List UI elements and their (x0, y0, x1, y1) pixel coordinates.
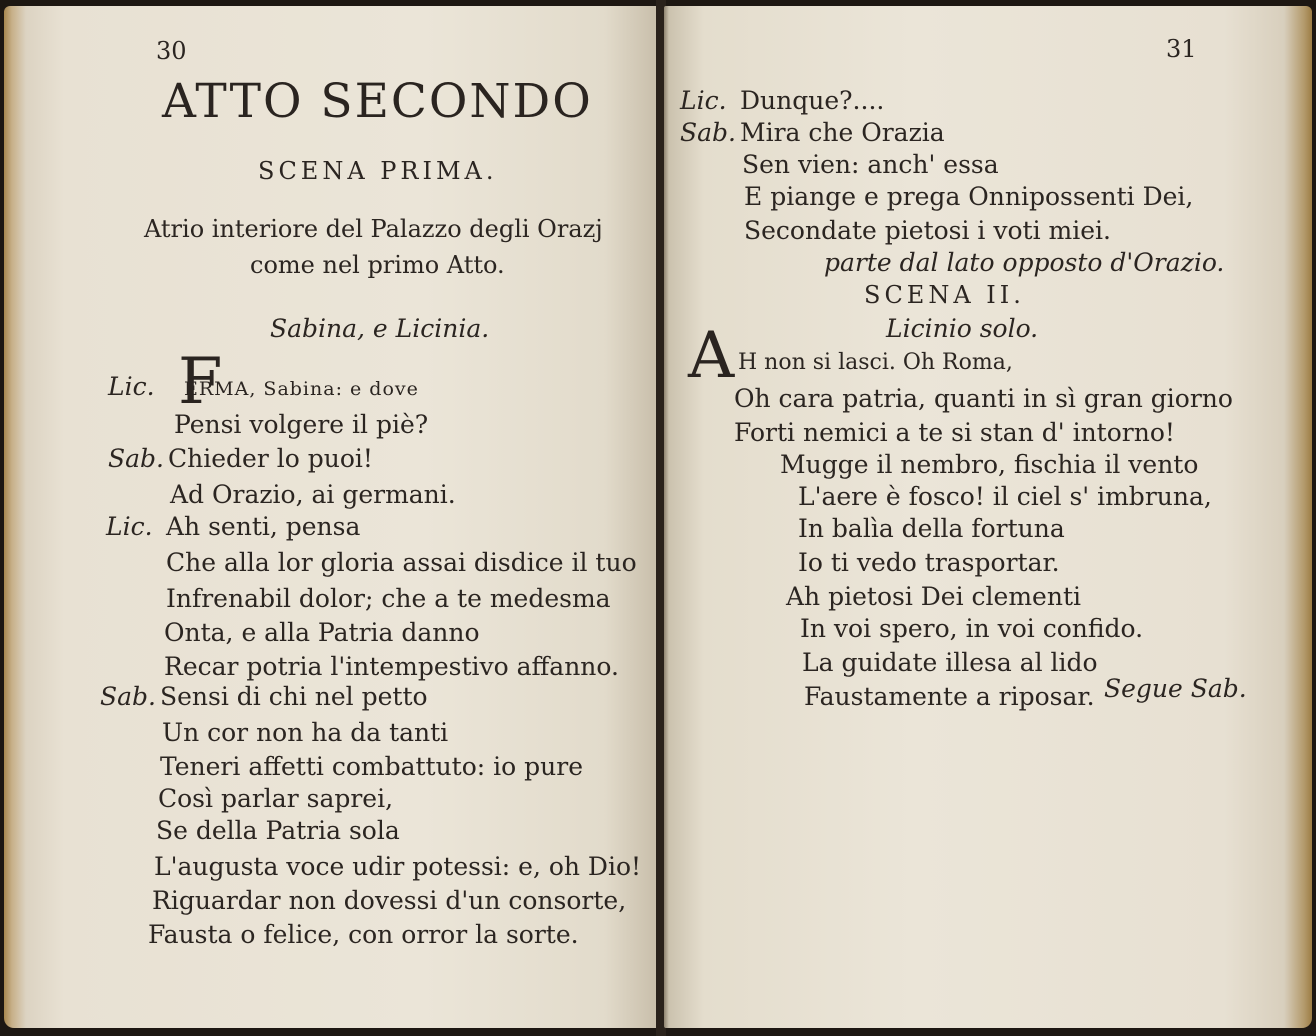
dialogue-line: Oh cara patria, quanti in sì gran giorno (734, 384, 1233, 413)
dialogue-line: Mugge il nembro, fischia il vento (780, 450, 1199, 479)
dialogue-text: Ah senti, pensa (166, 512, 361, 541)
dialogue-line: L'augusta voce udir potessi: e, oh Dio! (154, 852, 642, 881)
exit-direction: Segue Sab. (1104, 674, 1247, 703)
dialogue-line: Teneri affetti combattuto: io pure (160, 752, 583, 781)
speaker-label: Sab. (108, 444, 164, 473)
dialogue-line (100, 682, 428, 712)
dialogue-line: Sen vien: anch' essa (742, 150, 999, 179)
page-number-right: 31 (1166, 35, 1197, 63)
dialogue-line: Forti nemici a te si stan d' intorno! (734, 418, 1175, 447)
dialogue-text: Sensi di chi nel petto (160, 682, 428, 711)
setting-line-2: come nel primo Atto. (250, 251, 505, 279)
dialogue-line (680, 118, 945, 148)
speaker-label: Lic. (680, 86, 727, 115)
character-list: Licinio solo. (886, 314, 1039, 343)
speaker-label: Sab. (100, 682, 156, 711)
dialogue-line: In balìa della fortuna (798, 514, 1065, 543)
dialogue-line: Un cor non ha da tanti (162, 718, 449, 747)
dialogue-line: Fausta o felice, con orror la sorte. (148, 920, 579, 949)
dialogue-line: Riguardar non dovessi d'un consorte, (152, 886, 627, 915)
left-page (4, 6, 660, 1028)
dialogue-line (108, 345, 419, 419)
dialogue-text: Chieder lo puoi! (168, 444, 373, 473)
dialogue-line: Che alla lor gloria assai disdice il tuo (166, 548, 637, 577)
dialogue-line (106, 512, 360, 542)
dialogue-line: Io ti vedo trasportar. (798, 548, 1060, 577)
dialogue-line: Ad Orazio, ai germani. (170, 480, 456, 509)
dialogue-line: Infrenabil dolor; che a te medesma (166, 584, 611, 613)
dialogue-line: Ah pietosi Dei clementi (786, 582, 1081, 611)
dialogue-text: Mira che Orazia (740, 118, 945, 147)
dialogue-line: Così parlar saprei, (158, 784, 394, 813)
dialogue-text: Dunque?.... (740, 86, 885, 115)
dialogue-line (680, 86, 884, 116)
dialogue-line: Recar potria l'intempestivo affanno. (164, 652, 619, 681)
dialogue-line: Onta, e alla Patria danno (164, 618, 480, 647)
dialogue-line: Pensi volgere il piè? (174, 410, 429, 439)
speaker-label: Sab. (680, 118, 736, 147)
speaker-label: Lic. (108, 372, 155, 401)
dialogue-line: Secondate pietosi i voti miei. (744, 216, 1111, 245)
setting-line-1: Atrio interiore del Palazzo degli Orazj (144, 215, 603, 243)
dialogue-line: Faustamente a riposar. (804, 682, 1095, 711)
act-title: ATTO SECONDO (162, 74, 593, 129)
dialogue-text: ERMA, Sabina: e dove (184, 378, 419, 400)
scene-heading: SCENA II. (864, 281, 1025, 309)
dialogue-line: La guidate illesa al lido (802, 648, 1098, 677)
drop-cap: A (688, 319, 735, 393)
dialogue-line (108, 444, 373, 474)
dialogue-line: L'aere è fosco! il ciel s' imbruna, (798, 482, 1212, 511)
character-list: Sabina, e Licinia. (270, 314, 490, 343)
dialogue-line: E piange e prega Onnipossenti Dei, (744, 182, 1194, 211)
right-page (664, 6, 1312, 1028)
drop-cap: F (178, 345, 223, 419)
dialogue-line: In voi spero, in voi confido. (800, 614, 1144, 643)
scene-heading: SCENA PRIMA. (258, 157, 498, 185)
stage-direction: parte dal lato opposto d'Orazio. (824, 248, 1225, 277)
dialogue-line: Se della Patria sola (156, 816, 400, 845)
page-number-left: 30 (156, 37, 187, 65)
speaker-label: Lic. (106, 512, 153, 541)
dialogue-line: H non si lasci. Oh Roma, (738, 350, 1013, 375)
